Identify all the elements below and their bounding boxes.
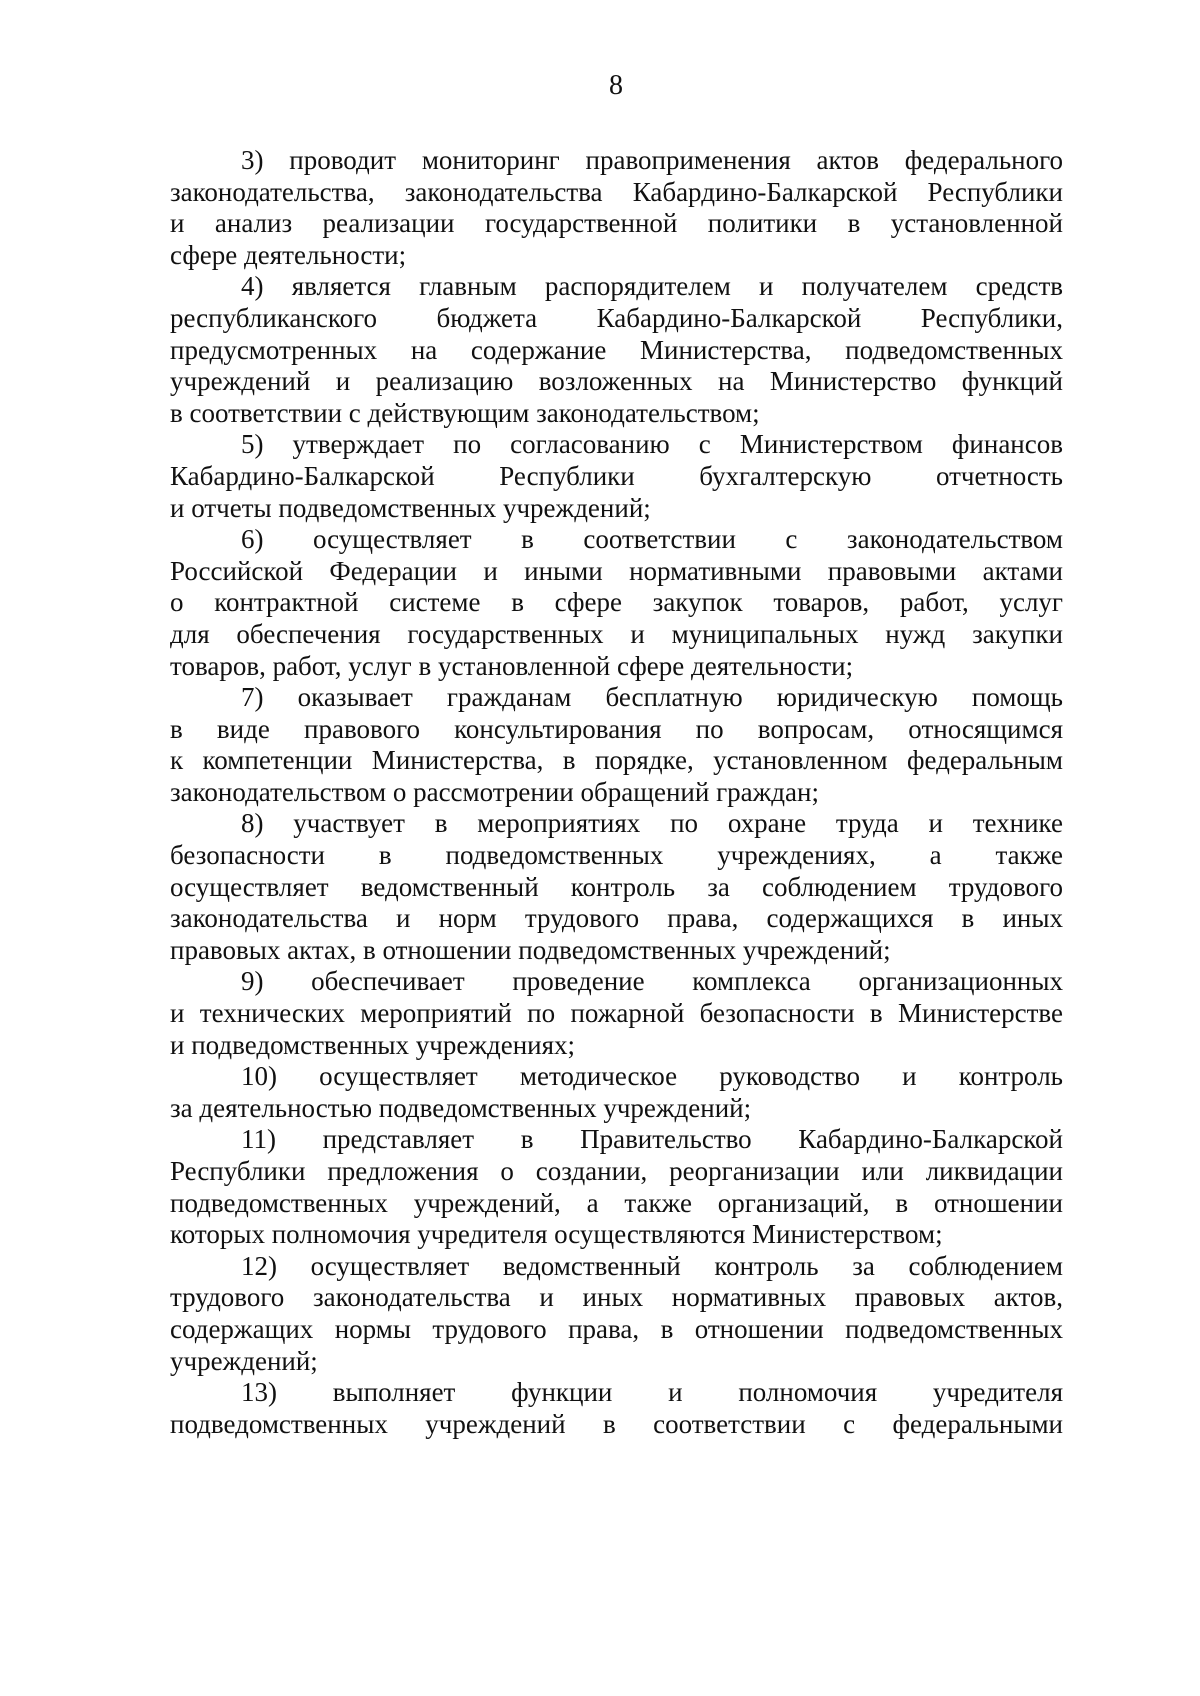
- text-line: для обеспечения государственных и муниципальных нужд закупки: [170, 618, 1063, 649]
- text-line: и подведомственных учреждениях;: [170, 1029, 576, 1060]
- text-line: законодательства и норм трудового права, содержащихся в иных: [170, 903, 1063, 934]
- text-line: за деятельностью подведомственных учреждений;: [170, 1092, 752, 1123]
- text-line: содержащих нормы трудового права, в отношении подведомственных: [170, 1313, 1063, 1344]
- text-line: безопасности в подведомственных учреждениях, а также: [170, 840, 1063, 871]
- text-line: предусмотренных на содержание Министерства, подведомственных: [170, 334, 1063, 365]
- paragraph-item-9: [170, 966, 1063, 1061]
- paragraph-item-8: [170, 808, 1063, 966]
- text-line: в соответствии с действующим законодательством;: [170, 397, 760, 428]
- text-line: которых полномочия учредителя осуществляются Министерством;: [170, 1219, 943, 1250]
- paragraph-item-6: [170, 524, 1063, 682]
- text-line: 12) осуществляет ведомственный контроль за соблюдением: [241, 1250, 1063, 1281]
- text-line: Кабардино-Балкарской Республики бухгалтерскую отчетность: [170, 460, 1063, 491]
- text-line: о контрактной системе в сфере закупок товаров, работ, услуг: [170, 587, 1063, 618]
- text-line: 8) участвует в мероприятиях по охране труда и технике: [241, 808, 1063, 839]
- paragraph-item-4: [170, 271, 1063, 429]
- text-line: учреждений;: [170, 1345, 318, 1376]
- text-line: правовых актах, в отношении подведомственных учреждений;: [170, 934, 891, 965]
- text-line: к компетенции Министерства, в порядке, установленном федеральным: [170, 745, 1063, 776]
- text-line: 10) осуществляет методическое руководство и контроль: [241, 1061, 1063, 1092]
- text-line: 3) проводит мониторинг правоприменения актов федерального: [241, 145, 1063, 175]
- text-line: и технических мероприятий по пожарной безопасности в Министерстве: [170, 998, 1063, 1029]
- text-line: Республики предложения о создании, реорганизации или ликвидации: [170, 1156, 1063, 1186]
- document-body: [170, 145, 1063, 1440]
- text-line: подведомственных учреждений в соответствии с федеральными: [170, 1408, 1063, 1439]
- paragraph-item-5: [170, 429, 1063, 524]
- text-line: 11) представляет в Правительство Кабардино-Балкарской: [241, 1124, 1063, 1155]
- text-line: 5) утверждает по согласованию с Министерством финансов: [241, 429, 1063, 460]
- text-line: учреждений и реализацию возложенных на Министерство функций: [170, 366, 1063, 397]
- paragraph-item-3: [170, 145, 1063, 271]
- paragraph-item-12: [170, 1251, 1063, 1377]
- text-line: и отчеты подведомственных учреждений;: [170, 492, 651, 523]
- text-line: 7) оказывает гражданам бесплатную юридическую помощь: [241, 682, 1063, 713]
- text-line: законодательства, законодательства Кабардино-Балкарской Республики: [170, 176, 1063, 207]
- text-line: сфере деятельности;: [170, 239, 407, 270]
- text-line: подведомственных учреждений, а также организаций, в отношении: [170, 1187, 1063, 1218]
- text-line: трудового законодательства и иных нормативных правовых актов,: [170, 1282, 1063, 1313]
- paragraph-item-13: [170, 1377, 1063, 1440]
- text-line: 13) выполняет функции и полномочия учредителя: [241, 1377, 1063, 1408]
- text-line: и анализ реализации государственной политики в установленной: [170, 208, 1063, 239]
- paragraph-item-10: [170, 1061, 1063, 1124]
- text-line: Российской Федерации и иными нормативными правовыми актами: [170, 555, 1063, 586]
- text-line: товаров, работ, услуг в установленной сфере деятельности;: [170, 650, 854, 681]
- text-line: республиканского бюджета Кабардино-Балкарской Республики,: [170, 302, 1063, 333]
- text-line: осуществляет ведомственный контроль за соблюдением трудового: [170, 871, 1063, 902]
- text-line: законодательством о рассмотрении обращений граждан;: [170, 776, 819, 807]
- text-line: 9) обеспечивает проведение комплекса организационных: [241, 966, 1063, 997]
- text-line: в виде правового консультирования по вопросам, относящимся: [170, 713, 1063, 744]
- paragraph-item-11: [170, 1124, 1063, 1250]
- text-line: 6) осуществляет в соответствии с законодательством: [241, 524, 1063, 555]
- paragraph-item-7: [170, 682, 1063, 808]
- text-line: 4) является главным распорядителем и получателем средств: [241, 271, 1063, 302]
- page-number: 8: [609, 70, 623, 101]
